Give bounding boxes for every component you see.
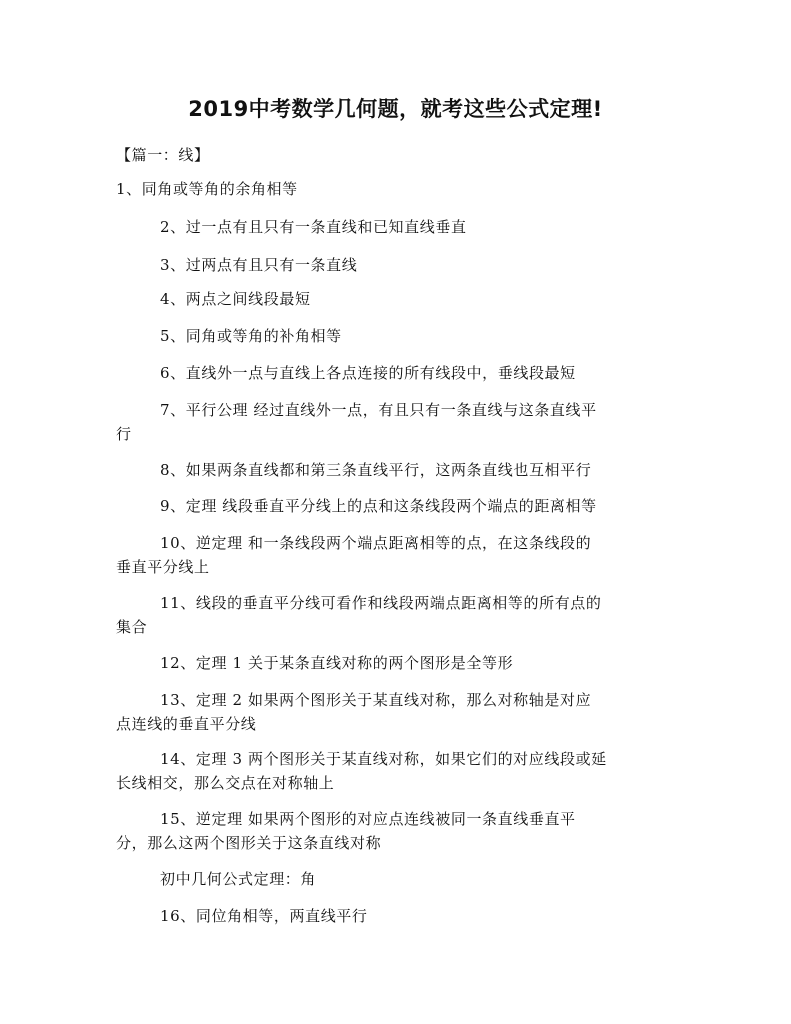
section-heading: 【篇一：线】 (116, 146, 210, 164)
text-line: 行 (116, 425, 132, 443)
text-line: 8、如果两条直线都和第三条直线平行，这两条直线也互相平行 (160, 461, 592, 479)
text-line: 12、定理 1 关于某条直线对称的两个图形是全等形 (160, 654, 514, 672)
text-line: 长线相交，那么交点在对称轴上 (116, 774, 335, 792)
text-line: 点连线的垂直平分线 (116, 715, 257, 733)
text-line: 4、两点之间线段最短 (160, 290, 311, 308)
text-line: 7、平行公理 经过直线外一点，有且只有一条直线与这条直线平 (160, 401, 597, 419)
text-line: 3、过两点有且只有一条直线 (160, 256, 358, 274)
text-line: 15、逆定理 如果两个图形的对应点连线被同一条直线垂直平 (160, 810, 576, 828)
text-line: 初中几何公式定理：角 (160, 870, 317, 888)
text-line: 集合 (116, 618, 148, 636)
text-line: 16、同位角相等，两直线平行 (160, 907, 368, 925)
text-line: 垂直平分线上 (116, 558, 210, 576)
text-line: 10、逆定理 和一条线段两个端点距离相等的点，在这条线段的 (160, 534, 592, 552)
text-line: 分，那么这两个图形关于这条直线对称 (116, 834, 382, 852)
text-line: 2、过一点有且只有一条直线和已知直线垂直 (160, 218, 467, 236)
text-line: 13、定理 2 如果两个图形关于某直线对称，那么对称轴是对应 (160, 691, 592, 709)
page-title: 2019中考数学几何题，就考这些公式定理! (188, 97, 603, 121)
text-line: 5、同角或等角的补角相等 (160, 327, 342, 345)
text-line: 6、直线外一点与直线上各点连接的所有线段中，垂线段最短 (160, 364, 576, 382)
text-line: 9、定理 线段垂直平分线上的点和这条线段两个端点的距离相等 (160, 497, 597, 515)
text-line: 1、同角或等角的余角相等 (116, 180, 298, 198)
text-line: 14、定理 3 两个图形关于某直线对称，如果它们的对应线段或延 (160, 750, 607, 768)
text-line: 11、线段的垂直平分线可看作和线段两端点距离相等的所有点的 (160, 594, 602, 612)
